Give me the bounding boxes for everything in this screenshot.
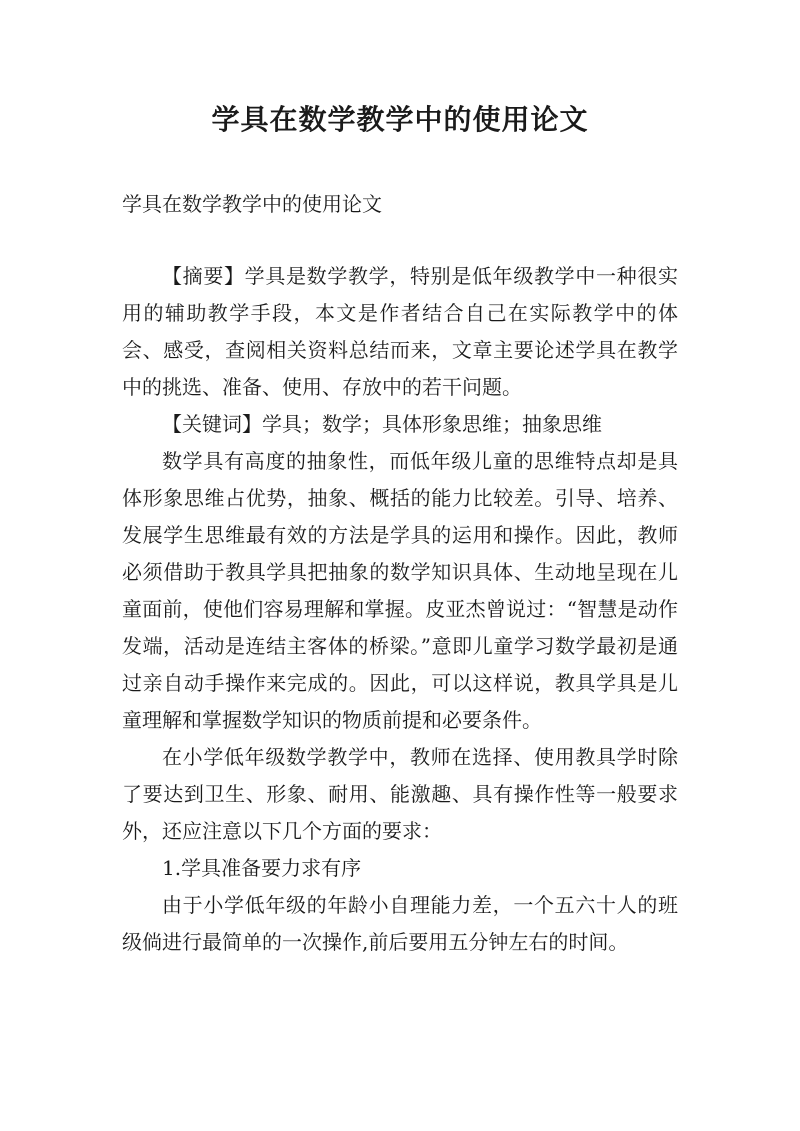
abstract-paragraph: 【摘要】学具是数学教学，特别是低年级教学中一种很实用的辅助教学手段，本文是作者结合自己在实际教学中的体会、感受，查阅相关资料总结而来，文章主要论述学具在教学中的挑选、准备、使用、存放中的若干问题。 (122, 264, 678, 399)
paragraph-spacer (122, 223, 678, 258)
body-paragraph: 数学具有高度的抽象性，而低年级儿童的思维特点却是具体形象思维占优势，抽象、概括的能力比较差。引导、培养、发展学生思维最有效的方法是学具的运用和操作。因此，教师必须借助于教具学具把抽象的数学知识具体、生动地呈现在儿童面前，使他们容易理解和掌握。皮亚杰曾说过：“智慧是动作发端，活动是连结主客体的桥梁。”意即儿童学习数学最初是通过亲自动手操作来完成的。因此，可以这样说，教具学具是儿童理解和掌握数学知识的物质前提和必要条件。 (122, 449, 678, 732)
body-paragraph: 由于小学低年级的年龄小自理能力差，一个五六十人的班级倘进行最简单的一次操作,前后要用五分钟左右的时间。 (122, 893, 678, 954)
document-subtitle: 学具在数学教学中的使用论文 (122, 192, 382, 216)
body-paragraph: 在小学低年级数学教学中，教师在选择、使用教具学时除了要达到卫生、形象、耐用、能激趣、具有操作性等一般要求外，还应注意以下几个方面的要求： (122, 745, 678, 843)
section-heading: 1.学具准备要力求有序 (162, 856, 362, 880)
keywords-paragraph: 【关键词】学具；数学；具体形象思维；抽象思维 (162, 412, 602, 436)
document-body (122, 186, 678, 961)
document-title: 学具在数学教学中的使用论文 (211, 103, 589, 136)
